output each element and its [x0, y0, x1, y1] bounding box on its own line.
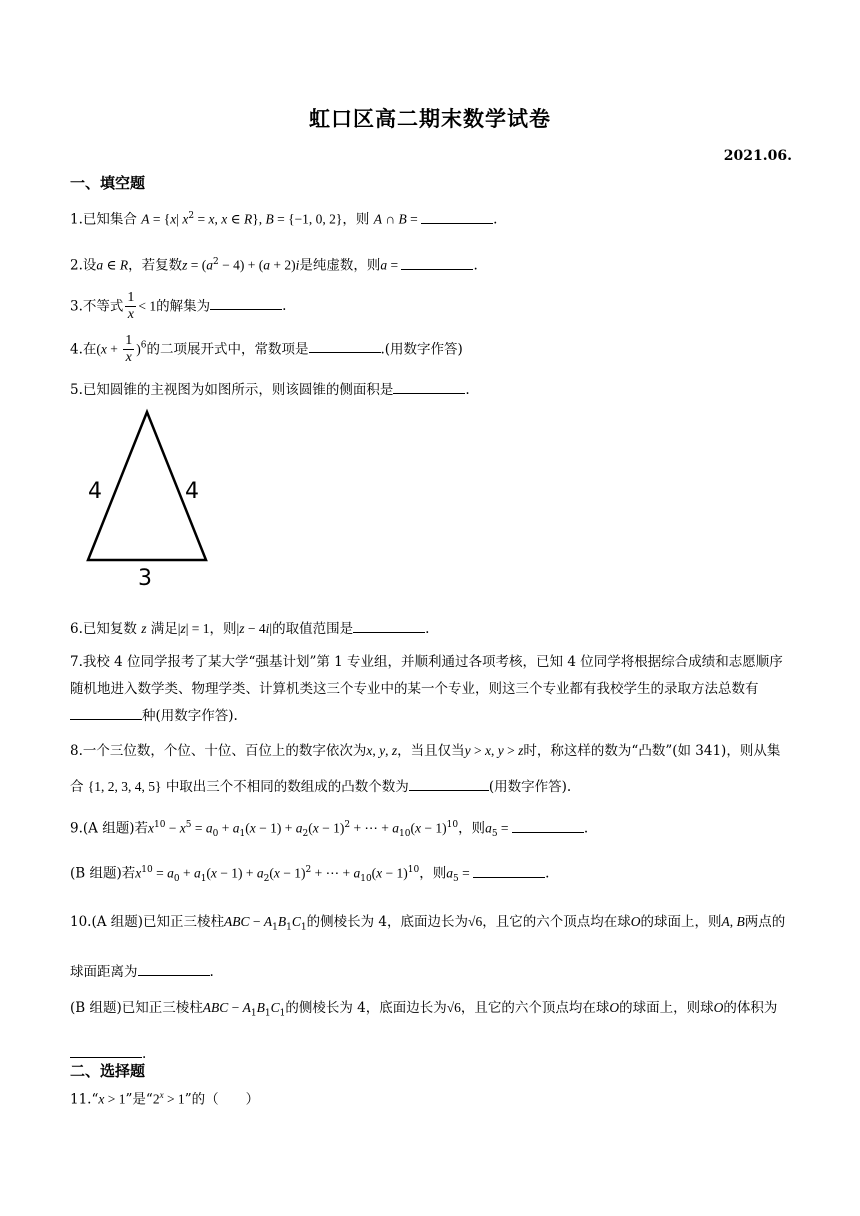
question-10b: (B 组题)已知正三棱柱ABC − $A_1B_1C_1$的侧棱长为 4，底面边长为√6，且它的六个顶点均在球O的球面上，则球O的体积为.: [70, 1000, 778, 1062]
answer-blank-2: [401, 255, 473, 270]
question-7: 7.我校 4 位同学报考了某大学“强基计划”第 1 专业组，并顺利通过各项考核，已知 4 位同学将根据综合成绩和志愿顺序随机地进入数学类、物理学类、计算机类这三个专业中的某一个专业，则这三个专业都有我校学生的录取方法总数有种(用数字作答).: [70, 654, 783, 724]
cone-front-view-figure: [80, 405, 220, 595]
question-1: 1.已知集合 A = {x| $x^2 = x$, x ∈ R}, B = {−1, 0, 2}，则 A ∩ B = .: [70, 206, 497, 230]
answer-blank-7: [70, 705, 142, 720]
answer-blank-4: [309, 338, 381, 353]
answer-blank-9a: [512, 818, 584, 833]
answer-blank-9b: [473, 863, 545, 878]
base-label: 3: [138, 566, 152, 591]
left-side-label: 4: [88, 479, 102, 504]
page-title: 虹口区高二期末数学试卷: [309, 106, 551, 131]
question-3: 3.不等式 $\frac{1}{x}$ < 1的解集为 .: [70, 290, 287, 322]
question-6: 6.已知复数 z 满足|z| = 1，则|z − 4i|的取值范围是 .: [70, 618, 429, 639]
question-2: 2.设a ∈ R，若复数$z = (a^2 - 4) + (a + 2)i$是纯虚数，则a = .: [70, 252, 478, 276]
answer-blank-6: [353, 618, 425, 633]
answer-blank-3: [210, 295, 282, 310]
answer-blank-10a: [138, 961, 210, 976]
exam-date: 2021.06.: [723, 148, 792, 164]
section-fill-in-heading: 一、填空题: [70, 174, 146, 192]
right-side-label: 4: [185, 479, 199, 504]
question-9a: 9.(A 组题)若$x^{10} - x^5 = a_0 + a_1(x - 1) + a_2(x - 1)^2$ + ⋯ + $a_{10}(x - 1)^{10}$，则$a_5$ = .: [70, 815, 588, 844]
answer-blank-1: [421, 209, 493, 224]
section-choice-heading: 二、选择题: [70, 1062, 146, 1080]
question-5: 5.已知圆锥的主视图为如图所示，则该圆锥的侧面积是 .: [70, 379, 470, 400]
answer-blank-5: [393, 379, 465, 394]
question-10a: 10.(A 组题)已知正三棱柱ABC − $A_1B_1C_1$的侧棱长为 4，底面边长为√6，且它的六个顶点均在球O的球面上，则A, B两点的球面距离为 .: [70, 914, 786, 980]
answer-blank-8: [409, 776, 489, 791]
answer-blank-10b: [70, 1043, 142, 1058]
question-11: 11.“x > 1”是“$2^x > 1$”的（ ）: [70, 1090, 260, 1108]
question-4: 4.在(x + $\frac{1}{x}$ )$^6$的二项展开式中，常数项是 .(用数字作答): [70, 333, 463, 365]
question-9b: (B 组题)若$x^{10} = a_0 + a_1(x - 1) + a_2(x - 1)^2$ + ⋯ + $a_{10}(x - 1)^{10}$，则$a_5$ = .: [70, 860, 549, 889]
question-8: 8.一个三位数，个位、十位、百位上的数字依次为x, y, z，当且仅当y > x, y > z时，称这样的数为“凸数”(如 341)，则从集合 {1, 2, 3, 4, 5} 中取出三个不相同的数组成的凸数个数为 (用数字作答).: [70, 743, 781, 795]
